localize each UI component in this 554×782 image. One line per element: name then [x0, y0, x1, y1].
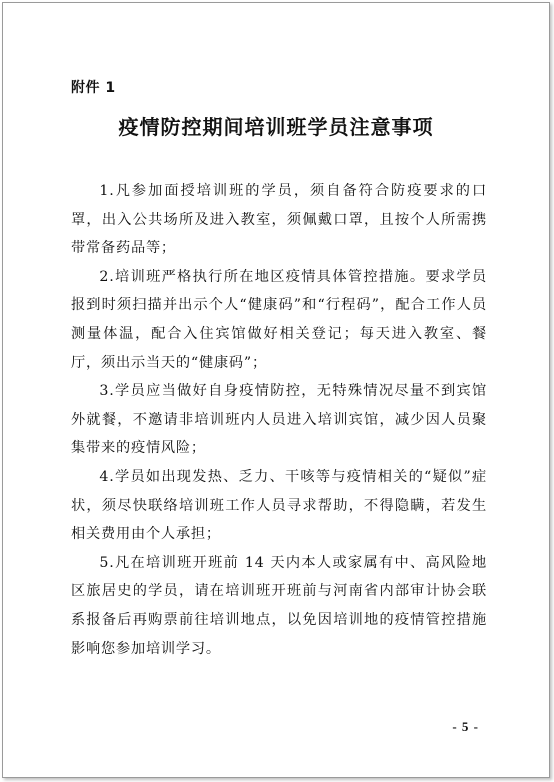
document-title: 疫情防控期间培训班学员注意事项: [118, 115, 434, 139]
document-body: [71, 177, 487, 663]
paragraph-2: 2.培训班严格执行所在地区疫情具体管控措施。要求学员报到时须扫描并出示个人“健康码”和“行程码”，配合工作人员测量体温，配合入住宾馆做好相关登记；每天进入教室、餐厅，须出示当天的“健康码”；: [71, 268, 487, 371]
paragraph-4: 4.学员如出现发热、乏力、干咳等与疫情相关的“疑似”症状，须尽快联络培训班工作人员寻求帮助，不得隐瞒，若发生相关费用由个人承担；: [71, 468, 487, 543]
page-number: - 5 -: [452, 719, 479, 734]
document-page: [2, 2, 550, 778]
paragraph-5: 5.凡在培训班开班前 14 天内本人或家属有中、高风险地区旅居史的学员，请在培训班开班前与河南省内部审计协会联系报备后再购票前往培训地点，以免因培训地的疫情管控措施影响您参加培训学习。: [71, 554, 487, 657]
attachment-label: 附件 1: [71, 80, 116, 96]
paragraph-3: 3.学员应当做好自身疫情防控，无特殊情况尽量不到宾馆外就餐，不邀请非培训班内人员进入培训宾馆，减少因人员聚集带来的疫情风险；: [71, 383, 487, 457]
paragraph-1: 1.凡参加面授培训班的学员，须自备符合防疫要求的口罩，出入公共场所及进入教室，须佩戴口罩，且按个人所需携带常备药品等；: [71, 183, 487, 257]
